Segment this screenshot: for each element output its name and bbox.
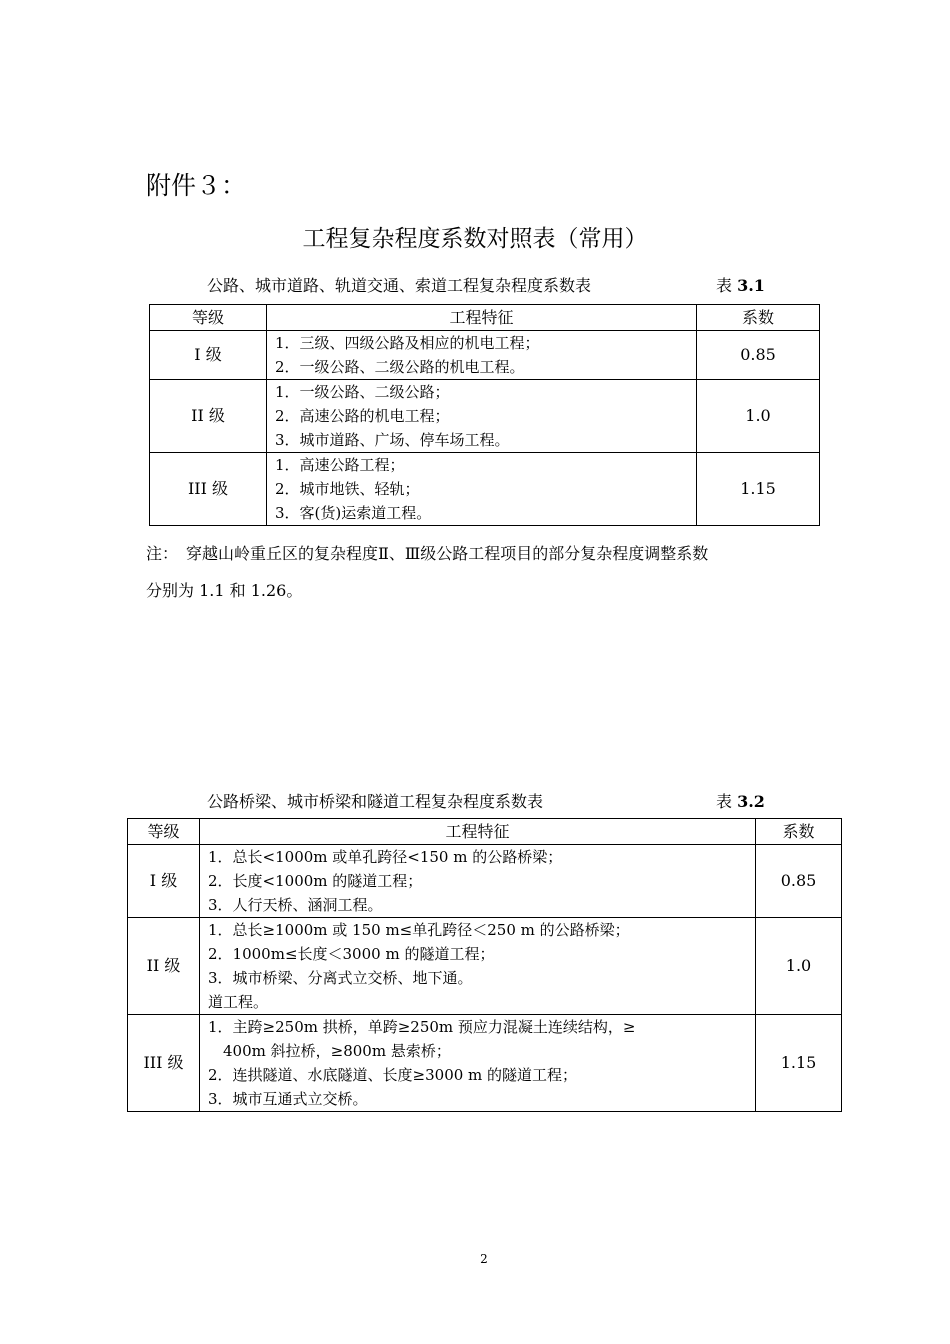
table2-caption: 公路桥梁、城市桥梁和隧道工程复杂程度系数表 — [207, 792, 544, 811]
coef-cell: 1.0 — [756, 918, 842, 1015]
coef-cell: 0.85 — [756, 845, 842, 918]
table2-number-value: 3.2 — [737, 792, 765, 811]
table2-header-features: 工程特征 — [200, 819, 756, 845]
note-line-1: 注： 穿越山岭重丘区的复杂程度Ⅱ、Ⅲ级公路工程项目的部分复杂程度调整系数 — [146, 544, 709, 563]
coef-cell: 0.85 — [697, 331, 820, 380]
feature-line: 3．人行天桥、涵洞工程。 — [208, 896, 383, 914]
features-cell — [200, 845, 756, 918]
table2 — [127, 818, 842, 1112]
feature-line: 3．客(货)运索道工程。 — [275, 504, 432, 522]
feature-line: 3．城市道路、广场、停车场工程。 — [275, 431, 510, 449]
feature-line: 1．总长≥1000m 或 150 m≤单孔跨径＜250 m 的公路桥梁； — [208, 921, 630, 939]
features-cell — [200, 1015, 756, 1112]
feature-line: 2．连拱隧道、水底隧道、长度≥3000 m 的隧道工程； — [208, 1066, 578, 1084]
table1 — [149, 304, 820, 526]
grade-cell: I 级 — [150, 331, 267, 380]
features-cell — [200, 918, 756, 1015]
table1-header-grade: 等级 — [150, 305, 267, 331]
table-row — [128, 918, 842, 1015]
attachment-title: 附件３： — [146, 171, 247, 200]
feature-line: 道工程。 — [208, 993, 269, 1011]
table1-number-value: 3.1 — [737, 276, 765, 295]
features-cell — [267, 331, 697, 380]
table1-header-coef: 系数 — [697, 305, 820, 331]
feature-line: 1．主跨≥250m 拱桥，单跨≥250m 预应力混凝土连续结构，≥ — [208, 1018, 636, 1036]
feature-line: 1．总长<1000m 或单孔跨径<150 m 的公路桥梁； — [208, 848, 563, 866]
table-row — [150, 453, 820, 526]
table2-header-row — [128, 819, 842, 845]
table2-number — [716, 789, 765, 812]
feature-line: 1．一级公路、二级公路； — [275, 383, 450, 401]
table1-header-features: 工程特征 — [267, 305, 697, 331]
feature-line: 2．长度<1000m 的隧道工程； — [208, 872, 423, 890]
feature-line: 3．城市桥梁、分离式立交桥、地下通。 — [208, 969, 473, 987]
table2-header-coef: 系数 — [756, 819, 842, 845]
feature-line: 1．三级、四级公路及相应的机电工程； — [275, 334, 540, 352]
coef-cell: 1.15 — [756, 1015, 842, 1112]
feature-line: 400m 斜拉桥，≥800m 悬索桥； — [208, 1042, 451, 1060]
table1-header-row — [150, 305, 820, 331]
features-cell — [267, 453, 697, 526]
table-row — [150, 380, 820, 453]
feature-line: 2．城市地铁、轻轨； — [275, 480, 420, 498]
feature-line: 2．高速公路的机电工程； — [275, 407, 450, 425]
grade-cell: I 级 — [128, 845, 200, 918]
feature-line: 3．城市互通式立交桥。 — [208, 1090, 368, 1108]
note-line-2: 分别为 1.1 和 1.26。 — [146, 581, 303, 600]
coef-cell: 1.15 — [697, 453, 820, 526]
table1-number — [716, 273, 765, 296]
coef-cell: 1.0 — [697, 380, 820, 453]
grade-cell: II 级 — [128, 918, 200, 1015]
table2-number-prefix: 表 — [716, 792, 738, 811]
grade-cell: II 级 — [150, 380, 267, 453]
table-row — [150, 331, 820, 380]
main-title: 工程复杂程度系数对照表（常用） — [302, 226, 648, 252]
table1-number-prefix: 表 — [716, 276, 738, 295]
table1-caption: 公路、城市道路、轨道交通、索道工程复杂程度系数表 — [207, 276, 592, 295]
feature-line: 2．一级公路、二级公路的机电工程。 — [275, 358, 525, 376]
grade-cell: III 级 — [150, 453, 267, 526]
table-row — [128, 1015, 842, 1112]
table2-header-grade: 等级 — [128, 819, 200, 845]
feature-line: 2．1000m≤长度＜3000 m 的隧道工程； — [208, 945, 495, 963]
page-number: 2 — [480, 1252, 488, 1266]
feature-line: 1．高速公路工程； — [275, 456, 405, 474]
table-row — [128, 845, 842, 918]
grade-cell: III 级 — [128, 1015, 200, 1112]
features-cell — [267, 380, 697, 453]
